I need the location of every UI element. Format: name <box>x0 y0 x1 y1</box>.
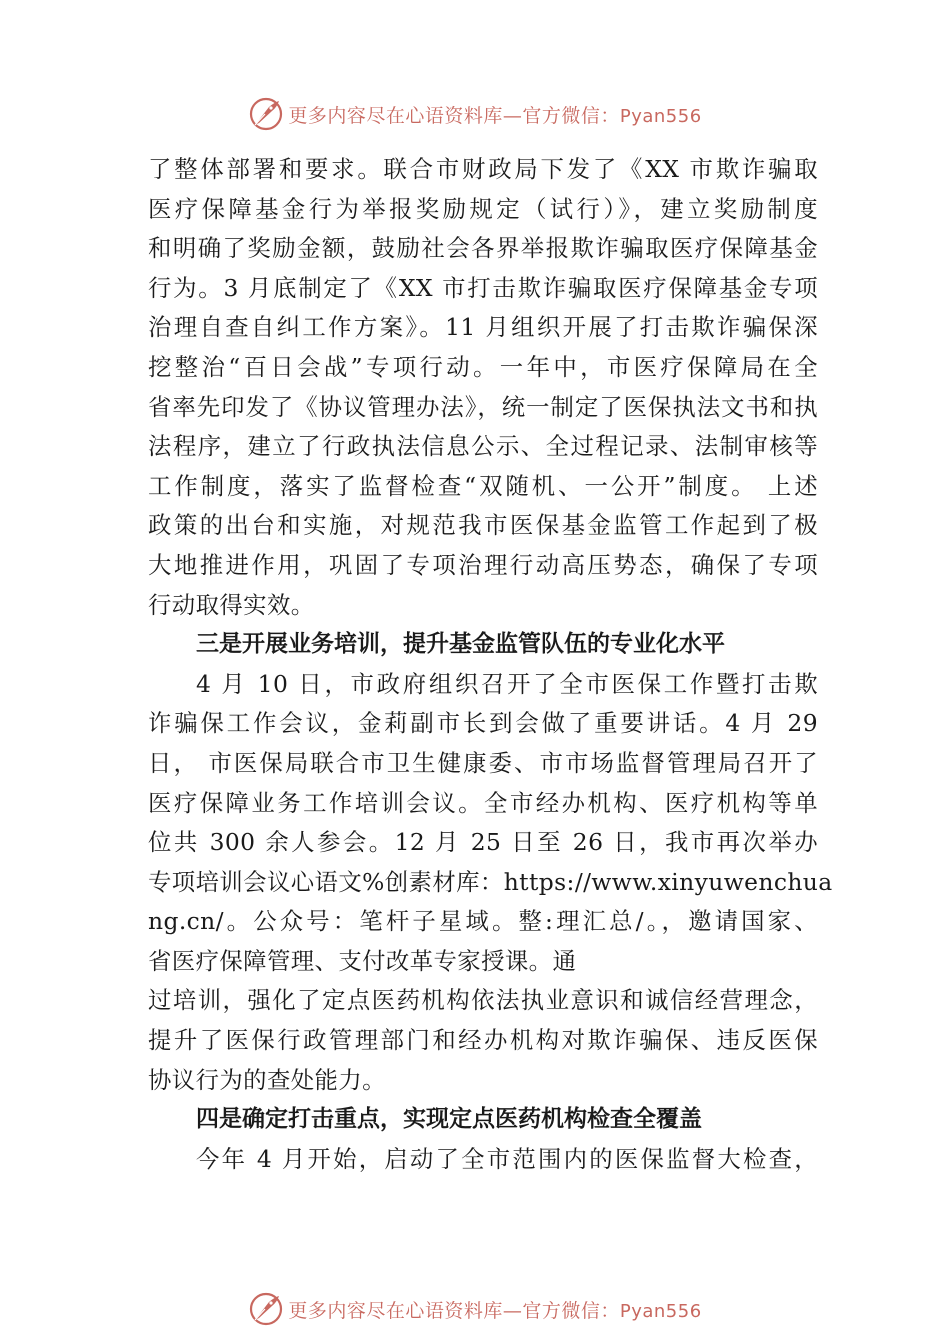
paragraph-line: 提升了医保行政管理部门和经办机构对欺诈骗保、违反医保 <box>148 1026 818 1055</box>
paragraph-line: 治理自查自纠工作方案》。11 月组织开展了打击欺诈骗保深 <box>148 313 818 342</box>
paragraph-line: 医疗保障业务工作培训会议。全市经办机构、医疗机构等单 <box>148 788 818 817</box>
paragraph-line: 省率先印发了《协议管理办法》，统一制定了医保执法文书和执 <box>148 392 818 421</box>
paragraph-line: 4 月 10 日，市政府组织召开了全市医保工作暨打击欺 <box>196 669 818 698</box>
paragraph-line: 诈骗保工作会议，金莉副市长到会做了重要讲话。4 月 29 <box>148 709 818 738</box>
quill-pen-logo-icon <box>248 1291 284 1327</box>
paragraph-line: 专项培训会议心语文%创素材库：https://www.xinyuwenchua <box>148 867 833 896</box>
header-watermark <box>0 94 950 134</box>
watermark-text: 更多内容尽在心语资料库—官方微信：Pyan556 <box>288 104 702 127</box>
paragraph-line: 今年 4 月开始，启动了全市范围内的医保监督大检查， <box>196 1144 818 1173</box>
paragraph-line: ng.cn/。公众号：笔杆子星域。整:理汇总/。，邀请国家、 <box>148 907 818 936</box>
paragraph-line: 医疗保障基金行为举报奖励规定（试行）》，建立奖励制度 <box>148 194 818 223</box>
paragraph-line: 了整体部署和要求。联合市财政局下发了《XX 市欺诈骗取 <box>148 155 818 183</box>
paragraph-line: 大地推进作用，巩固了专项治理行动高压势态，确保了专项 <box>148 550 818 579</box>
paragraph-line: 省医疗保障管理、支付改革专家授课。通 <box>148 946 577 975</box>
paragraph-line: 过培训，强化了定点医药机构依法执业意识和诚信经营理念， <box>148 986 818 1015</box>
paragraph-line: 挖整治“百日会战”专项行动。一年中，市医疗保障局在全 <box>148 352 818 381</box>
section-heading: 四是确定打击重点，实现定点医药机构检查全覆盖 <box>196 1106 702 1133</box>
paragraph-line: 和明确了奖励金额，鼓励社会各界举报欺诈骗取医疗保障基金 <box>148 234 818 263</box>
document-body <box>148 150 833 1179</box>
footer-watermark <box>0 1289 950 1329</box>
paragraph-line: 法程序，建立了行政执法信息公示、全过程记录、法制审核等 <box>148 432 818 461</box>
paragraph-line: 行为。3 月底制定了《XX 市打击欺诈骗取医疗保障基金专项 <box>148 273 818 302</box>
quill-pen-logo-icon <box>248 96 284 132</box>
paragraph-line: 日， 市医保局联合市卫生健康委、市市场监督管理局召开了 <box>148 748 818 777</box>
watermark-text: 更多内容尽在心语资料库—官方微信：Pyan556 <box>288 1299 702 1322</box>
paragraph-line: 政策的出台和实施，对规范我市医保基金监管工作起到了极 <box>148 511 818 540</box>
paragraph-line: 行动取得实效。 <box>148 590 315 619</box>
paragraph-line: 位共 300 余人参会。12 月 25 日至 26 日，我市再次举办 <box>148 828 818 857</box>
paragraph-line: 工作制度，落实了监督检查“双随机、一公开”制度。 上述 <box>148 471 818 500</box>
paragraph-line: 协议行为的查处能力。 <box>148 1065 386 1094</box>
section-heading: 三是开展业务培训，提升基金监管队伍的专业化水平 <box>196 631 725 658</box>
